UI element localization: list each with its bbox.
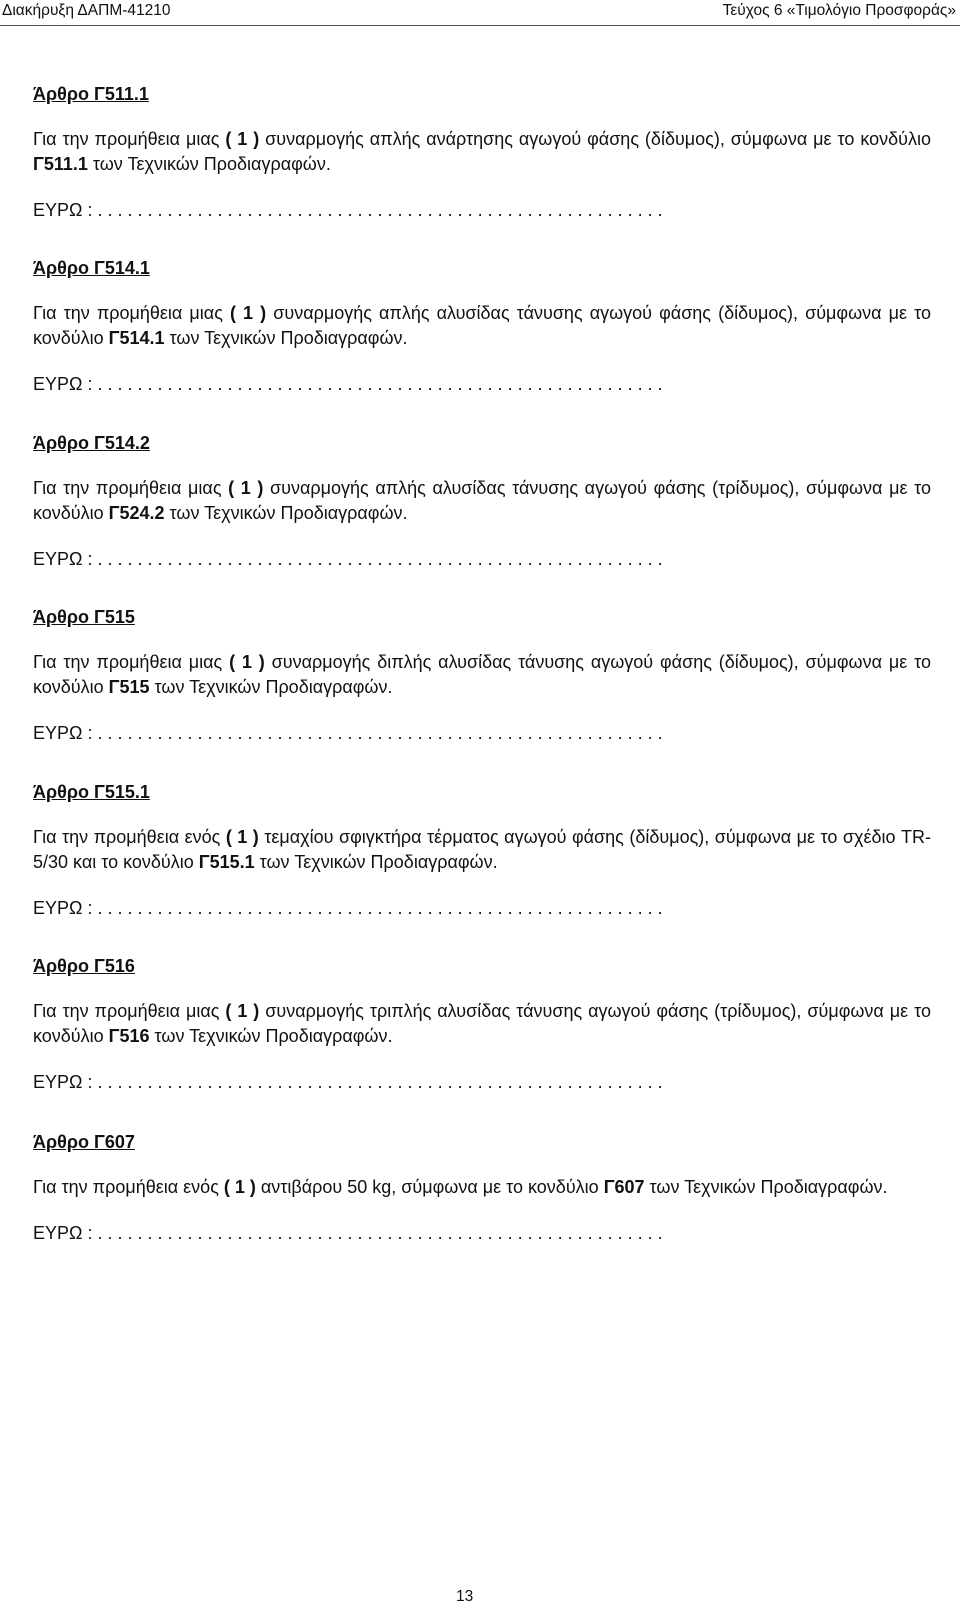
description-text: των Τεχνικών Προδιαγραφών. bbox=[149, 677, 393, 697]
article-heading: Άρθρο Γ511.1 bbox=[33, 84, 149, 104]
price-field bbox=[33, 372, 931, 396]
emphasized-text: Γ511.1 bbox=[33, 154, 88, 174]
article-block bbox=[33, 82, 931, 222]
description-text: Για την προμήθεια ενός bbox=[33, 1177, 224, 1197]
emphasized-text: ( 1 ) bbox=[229, 303, 267, 323]
price-field bbox=[33, 198, 931, 222]
emphasized-text: Γ514.1 bbox=[108, 328, 165, 348]
emphasized-text: ( 1 ) bbox=[223, 1177, 256, 1197]
article-description bbox=[33, 127, 931, 177]
price-label: ΕΥΡΩ : bbox=[33, 1223, 93, 1243]
price-field bbox=[33, 721, 931, 745]
description-text: Για την προμήθεια μιας bbox=[33, 478, 229, 498]
emphasized-text: Γ516 bbox=[108, 1026, 150, 1046]
article-description bbox=[33, 476, 931, 526]
price-field bbox=[33, 1070, 931, 1094]
articles-list bbox=[33, 82, 931, 1282]
article-block bbox=[33, 780, 931, 920]
article-description bbox=[33, 1175, 931, 1200]
description-text: Για την προμήθεια μιας bbox=[33, 1001, 226, 1021]
emphasized-text: Γ607 bbox=[603, 1177, 645, 1197]
emphasized-text: ( 1 ) bbox=[229, 652, 265, 672]
price-fill-dots: . . . . . . . . . . . . . . . . . . . . . . . . . . . . . . . . . . . . . . . . . . . . . . . . . . . . . . . . . bbox=[97, 1223, 663, 1243]
description-text: των Τεχνικών Προδιαγραφών. bbox=[254, 852, 498, 872]
article-description bbox=[33, 301, 931, 351]
article-description bbox=[33, 825, 931, 875]
description-text: των Τεχνικών Προδιαγραφών. bbox=[164, 328, 408, 348]
emphasized-text: Γ515 bbox=[108, 677, 150, 697]
emphasized-text: ( 1 ) bbox=[228, 478, 264, 498]
description-text: Για την προμήθεια μιας bbox=[33, 129, 226, 149]
article-heading: Άρθρο Γ514.1 bbox=[33, 258, 150, 278]
description-text: συναρμογής διπλής αλυσίδας τάνυσης αγωγού φάσης (δίδυμος), σύμφωνα με το κονδύλιο bbox=[33, 652, 931, 697]
article-description bbox=[33, 650, 931, 700]
price-label: ΕΥΡΩ : bbox=[33, 898, 93, 918]
article-heading: Άρθρο Γ516 bbox=[33, 956, 135, 976]
price-label: ΕΥΡΩ : bbox=[33, 723, 93, 743]
price-fill-dots: . . . . . . . . . . . . . . . . . . . . . . . . . . . . . . . . . . . . . . . . . . . . . . . . . . . . . . . . . bbox=[97, 374, 663, 394]
description-text: αντιβάρου 50 kg, σύμφωνα με το κονδύλιο bbox=[255, 1177, 604, 1197]
description-text: των Τεχνικών Προδιαγραφών. bbox=[644, 1177, 888, 1197]
price-fill-dots: . . . . . . . . . . . . . . . . . . . . . . . . . . . . . . . . . . . . . . . . . . . . . . . . . . . . . . . . . bbox=[97, 1072, 663, 1092]
price-fill-dots: . . . . . . . . . . . . . . . . . . . . . . . . . . . . . . . . . . . . . . . . . . . . . . . . . . . . . . . . . bbox=[97, 549, 663, 569]
price-label: ΕΥΡΩ : bbox=[33, 549, 93, 569]
price-fill-dots: . . . . . . . . . . . . . . . . . . . . . . . . . . . . . . . . . . . . . . . . . . . . . . . . . . . . . . . . . bbox=[97, 898, 663, 918]
description-text: συναρμογής απλής αλυσίδας τάνυσης αγωγού φάσης (δίδυμος), σύμφωνα με το κονδύλιο bbox=[33, 303, 931, 348]
emphasized-text: ( 1 ) bbox=[225, 129, 260, 149]
price-label: ΕΥΡΩ : bbox=[33, 200, 93, 220]
description-text: των Τεχνικών Προδιαγραφών. bbox=[149, 1026, 393, 1046]
article-block bbox=[33, 605, 931, 745]
description-text: Για την προμήθεια ενός bbox=[33, 827, 226, 847]
article-block bbox=[33, 954, 931, 1094]
description-text: Για την προμήθεια μιας bbox=[33, 652, 230, 672]
page-number: 13 bbox=[456, 1588, 474, 1605]
price-field bbox=[33, 547, 931, 571]
description-text: Για την προμήθεια μιας bbox=[33, 303, 230, 323]
article-heading: Άρθρο Γ515.1 bbox=[33, 782, 150, 802]
document-reference: Διακήρυξη ΔΑΠΜ-41210 bbox=[2, 2, 171, 19]
emphasized-text: ( 1 ) bbox=[225, 1001, 260, 1021]
description-text: τεμαχίου σφιγκτήρα τέρματος αγωγού φάσης (δίδυμος), σύμφωνα με το σχέδιο TR-5/30 και το κονδύλιο bbox=[33, 827, 931, 872]
price-fill-dots: . . . . . . . . . . . . . . . . . . . . . . . . . . . . . . . . . . . . . . . . . . . . . . . . . . . . . . . . . bbox=[97, 200, 663, 220]
price-field bbox=[33, 1221, 931, 1245]
emphasized-text: Γ515.1 bbox=[198, 852, 255, 872]
article-description bbox=[33, 999, 931, 1049]
price-fill-dots: . . . . . . . . . . . . . . . . . . . . . . . . . . . . . . . . . . . . . . . . . . . . . . . . . . . . . . . . . bbox=[97, 723, 663, 743]
description-text: συναρμογής απλής αλυσίδας τάνυσης αγωγού φάσης (τρίδυμος), σύμφωνα με το κονδύλιο bbox=[33, 478, 931, 523]
description-text: των Τεχνικών Προδιαγραφών. bbox=[87, 154, 331, 174]
article-heading: Άρθρο Γ515 bbox=[33, 607, 135, 627]
price-field bbox=[33, 896, 931, 920]
volume-title: Τεύχος 6 «Τιμολόγιο Προσφοράς» bbox=[722, 2, 956, 19]
description-text: των Τεχνικών Προδιαγραφών. bbox=[164, 503, 408, 523]
description-text: συναρμογής απλής ανάρτησης αγωγού φάσης (δίδυμος), σύμφωνα με το κονδύλιο bbox=[259, 129, 931, 149]
article-heading: Άρθρο Γ514.2 bbox=[33, 433, 150, 453]
header-divider bbox=[0, 25, 960, 26]
article-block bbox=[33, 431, 931, 571]
price-label: ΕΥΡΩ : bbox=[33, 374, 93, 394]
price-label: ΕΥΡΩ : bbox=[33, 1072, 93, 1092]
emphasized-text: ( 1 ) bbox=[225, 827, 259, 847]
article-heading: Άρθρο Γ607 bbox=[33, 1132, 135, 1152]
article-block bbox=[33, 256, 931, 396]
page-header bbox=[0, 0, 960, 26]
article-block bbox=[33, 1130, 931, 1245]
description-text: συναρμογής τριπλής αλυσίδας τάνυσης αγωγού φάσης (τρίδυμος), σύμφωνα με το κονδύλιο bbox=[33, 1001, 931, 1046]
emphasized-text: Γ524.2 bbox=[108, 503, 165, 523]
